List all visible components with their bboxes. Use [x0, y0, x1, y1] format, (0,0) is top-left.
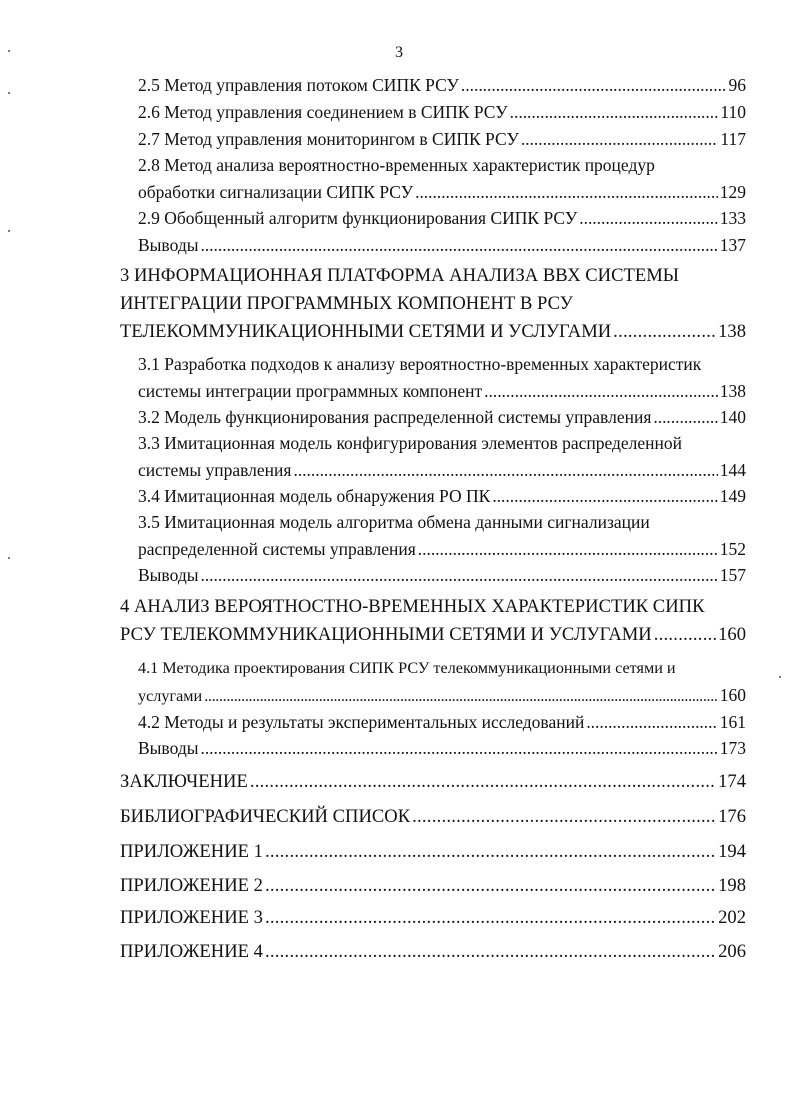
toc-page-number: 206	[718, 941, 746, 962]
page-number: 3	[395, 44, 403, 61]
toc-appendix-3[interactable]	[120, 906, 746, 930]
toc-entry-title: 4.2 Методы и результаты экспериментальных исследований	[138, 712, 585, 732]
toc-leader-dots	[653, 405, 717, 429]
toc-entry-title: обработки сигнализации СИПК РСУ	[138, 182, 414, 202]
toc-chapter-4[interactable]	[120, 623, 746, 647]
toc-page-number: 110	[720, 102, 746, 122]
toc-page-number: 117	[720, 129, 746, 149]
toc-page-number: 176	[718, 806, 746, 827]
toc-entry-title: Выводы	[138, 235, 199, 255]
toc-entry-title: 3.2 Модель функционирования распределенной системы управления	[138, 407, 652, 427]
toc-page-number: 194	[718, 841, 746, 862]
toc-page-number: 144	[719, 460, 746, 480]
toc-leader-dots	[484, 379, 718, 403]
toc-appendix-1[interactable]	[120, 840, 746, 864]
toc-entry-title: ПРИЛОЖЕНИЕ 4	[120, 941, 263, 962]
toc-entry-2-8-line1[interactable]: 2.8 Метод анализа вероятностно-временных характеристик процедур	[138, 155, 655, 175]
scan-speck	[779, 676, 781, 678]
toc-entry-4-2[interactable]	[138, 710, 746, 734]
toc-entry-3-2[interactable]	[138, 405, 746, 429]
toc-leader-dots	[250, 770, 716, 794]
scan-speck	[8, 92, 10, 94]
toc-leader-dots	[200, 736, 717, 760]
toc-page-number: 173	[719, 738, 746, 758]
toc-page-number: 138	[719, 381, 746, 401]
toc-entry-title: 3.4 Имитационная модель обнаружения РО ПК	[138, 486, 491, 506]
toc-entry-title: ТЕЛЕКОММУНИКАЦИОННЫМИ СЕТЯМИ И УСЛУГАМИ	[120, 321, 612, 342]
toc-entry-3-4[interactable]	[138, 484, 746, 508]
toc-entry-2-6[interactable]	[138, 100, 746, 124]
toc-entry-3-1[interactable]	[138, 379, 746, 403]
toc-leader-dots	[200, 563, 717, 587]
toc-leader-dots	[204, 684, 718, 708]
toc-appendix-2[interactable]	[120, 874, 746, 898]
toc-entry-2-8[interactable]	[138, 180, 746, 204]
toc-page-number: 157	[719, 565, 746, 585]
toc-entry-2-5[interactable]	[138, 73, 746, 97]
toc-leader-dots	[613, 320, 716, 344]
toc-page-number: 160	[719, 685, 746, 705]
toc-leader-dots	[415, 180, 718, 204]
toc-entry-3-1-line1[interactable]: 3.1 Разработка подходов к анализу вероятностно-временных характеристик	[138, 354, 702, 374]
toc-entry-title: Выводы	[138, 738, 199, 758]
toc-leader-dots	[412, 805, 716, 829]
toc-entry-title: РСУ ТЕЛЕКОММУНИКАЦИОННЫМИ СЕТЯМИ И УСЛУГАМИ	[120, 624, 652, 645]
scan-speck	[8, 50, 10, 52]
toc-entry-title: системы управления	[138, 460, 292, 480]
toc-page-number: 133	[719, 208, 746, 228]
toc-page-number: 174	[718, 771, 746, 792]
toc-page-number: 161	[719, 712, 746, 732]
toc-leader-dots	[521, 127, 719, 151]
toc-entry-2-9[interactable]	[138, 206, 746, 230]
toc-entry-title: ПРИЛОЖЕНИЕ 1	[120, 841, 263, 862]
toc-entry-title: системы интеграции программных компонент	[138, 381, 483, 401]
toc-entry-3-5-line1[interactable]: 3.5 Имитационная модель алгоритма обмена данными сигнализации	[138, 512, 650, 532]
toc-leader-dots	[265, 906, 716, 930]
toc-conclusion[interactable]	[120, 770, 746, 794]
toc-leader-dots	[510, 100, 719, 124]
toc-entry-2-conclusions[interactable]	[138, 233, 746, 257]
toc-appendix-4[interactable]	[120, 940, 746, 964]
toc-page-number: 140	[719, 407, 746, 427]
toc-page-number: 149	[719, 486, 746, 506]
toc-entry-title: 2.6 Метод управления соединением в СИПК РСУ	[138, 102, 508, 122]
toc-leader-dots	[418, 537, 718, 561]
toc-leader-dots	[265, 840, 716, 864]
toc-leader-dots	[654, 623, 716, 647]
toc-entry-title: ПРИЛОЖЕНИЕ 2	[120, 875, 263, 896]
toc-entry-3-3[interactable]	[138, 458, 746, 482]
toc-entry-title: 2.5 Метод управления потоком СИПК РСУ	[138, 75, 459, 95]
toc-entry-3-5[interactable]	[138, 537, 746, 561]
toc-leader-dots	[200, 233, 717, 257]
toc-entry-3-3-line1[interactable]: 3.3 Имитационная модель конфигурирования элементов распределенной	[138, 433, 683, 453]
toc-entry-title: БИБЛИОГРАФИЧЕСКИЙ СПИСОК	[120, 806, 411, 827]
toc-entry-4-1[interactable]	[138, 683, 746, 707]
toc-entry-title: 2.7 Метод управления мониторингом в СИПК РСУ	[138, 129, 519, 149]
toc-entry-title: ПРИЛОЖЕНИЕ 3	[120, 907, 263, 928]
toc-entry-title: услугами	[138, 687, 203, 705]
toc-page-number: 160	[718, 624, 746, 645]
toc-page-number: 152	[719, 539, 746, 559]
toc-leader-dots	[265, 874, 716, 898]
toc-entry-3-conclusions[interactable]	[138, 563, 746, 587]
toc-entry-2-7[interactable]	[138, 127, 746, 151]
toc-chapter-4-line1[interactable]: 4 АНАЛИЗ ВЕРОЯТНОСТНО-ВРЕМЕННЫХ ХАРАКТЕРИСТИК СИПК	[120, 596, 705, 617]
toc-leader-dots	[579, 206, 718, 230]
toc-entry-4-1-line1[interactable]: 4.1 Методика проектирования СИПК РСУ телекоммуникационными сетями и	[138, 659, 676, 677]
toc-leader-dots	[293, 458, 717, 482]
toc-entry-title: распределенной системы управления	[138, 539, 416, 559]
toc-chapter-3[interactable]	[120, 320, 746, 344]
toc-bibliography[interactable]	[120, 805, 746, 829]
toc-page-number: 96	[728, 75, 746, 95]
toc-page-number: 137	[719, 235, 746, 255]
toc-leader-dots	[265, 940, 716, 964]
toc-page-number: 129	[719, 182, 746, 202]
toc-chapter-3-line2[interactable]: ИНТЕГРАЦИИ ПРОГРАММНЫХ КОМПОНЕНТ В РСУ	[120, 293, 573, 314]
scan-speck	[8, 230, 10, 232]
scan-speck	[8, 557, 10, 559]
toc-leader-dots	[492, 484, 717, 508]
toc-page-number: 202	[718, 907, 746, 928]
toc-chapter-3-line1[interactable]: 3 ИНФОРМАЦИОННАЯ ПЛАТФОРМА АНАЛИЗА ВВХ СИСТЕМЫ	[120, 265, 679, 286]
toc-page-number: 138	[718, 321, 746, 342]
toc-entry-title: 2.9 Обобщенный алгоритм функционирования СИПК РСУ	[138, 208, 578, 228]
toc-entry-title: Выводы	[138, 565, 199, 585]
toc-leader-dots	[586, 710, 717, 734]
toc-entry-4-conclusions[interactable]	[138, 736, 746, 760]
toc-page-number: 198	[718, 875, 746, 896]
toc-entry-title: ЗАКЛЮЧЕНИЕ	[120, 771, 248, 792]
toc-leader-dots	[461, 73, 727, 97]
